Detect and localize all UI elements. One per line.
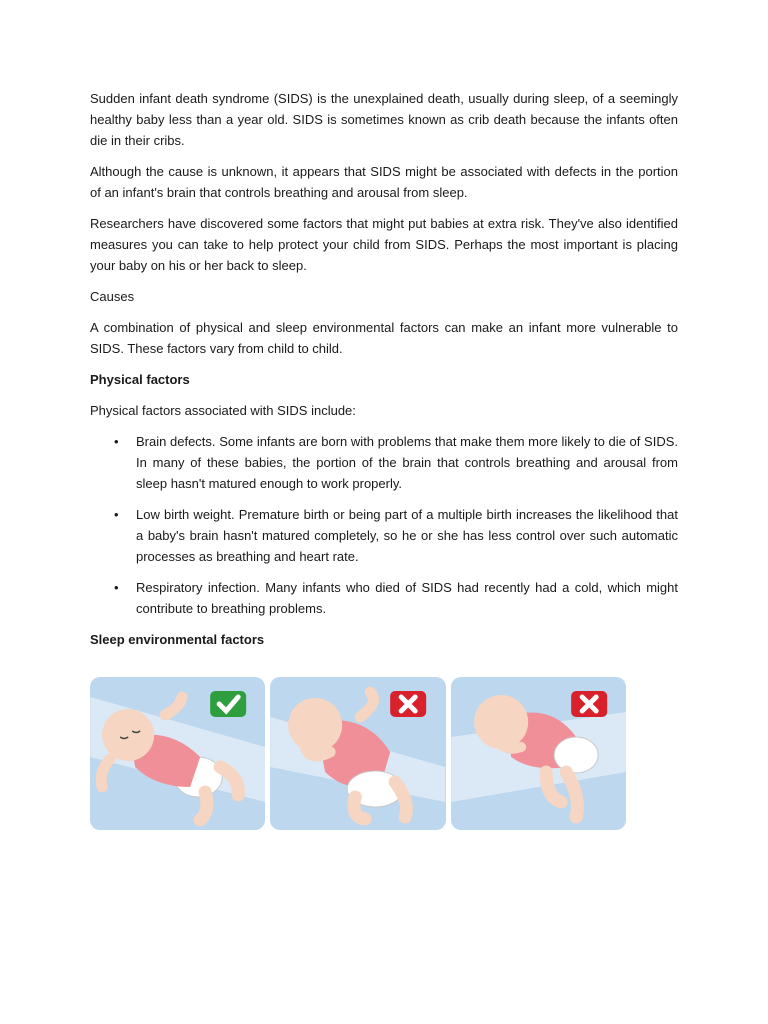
baby-on-stomach-illustration <box>270 677 445 830</box>
document-body <box>90 88 678 660</box>
panel-stomach-sleeping <box>270 677 445 830</box>
panel-back-sleeping <box>90 677 265 830</box>
intro-paragraph-3: Researchers have discovered some factors that might put babies at extra risk. They've also identified measures you can take to help protect your child from SIDS. Perhaps the most important is placing your baby on his or her back to sleep. <box>90 216 678 273</box>
causes-paragraph: A combination of physical and sleep environmental factors can make an infant more vulnerable to SIDS. These factors vary from child to child. <box>90 320 678 356</box>
causes-heading: Causes <box>90 289 135 304</box>
list-item: • Brain defects. Some infants are born with problems that make them more likely to die of SIDS. In many of these babies, the portion of the brain that controls breathing and arousal from sleep hasn't matured enough to work properly. <box>136 431 678 494</box>
physical-factors-list <box>90 431 678 619</box>
sleep-factors-heading: Sleep environmental factors <box>90 632 265 647</box>
list-item: • Low birth weight. Premature birth or being part of a multiple birth increases the likelihood that a baby's brain hasn't matured completely, so he or she has less control over such automatic processes as breathing and heart rate. <box>136 504 678 567</box>
intro-paragraph-2: Although the cause is unknown, it appears that SIDS might be associated with defects in the portion of an infant's brain that controls breathing and arousal from sleep. <box>90 164 678 200</box>
sleep-position-illustration <box>90 677 626 830</box>
panel-side-sleeping <box>451 677 626 830</box>
physical-factors-intro: Physical factors associated with SIDS include: <box>90 403 356 418</box>
intro-paragraph-1: Sudden infant death syndrome (SIDS) is the unexplained death, usually during sleep, of a seemingly healthy baby less than a year old. SIDS is sometimes known as crib death because the infants often die in their cribs. <box>90 91 678 148</box>
checkmark-icon <box>210 691 246 717</box>
list-item: • Respiratory infection. Many infants who died of SIDS had recently had a cold, which might contribute to breathing problems. <box>136 577 678 619</box>
baby-on-back-illustration <box>90 677 265 830</box>
physical-factors-heading: Physical factors <box>90 372 190 387</box>
baby-on-side-illustration <box>451 677 626 830</box>
